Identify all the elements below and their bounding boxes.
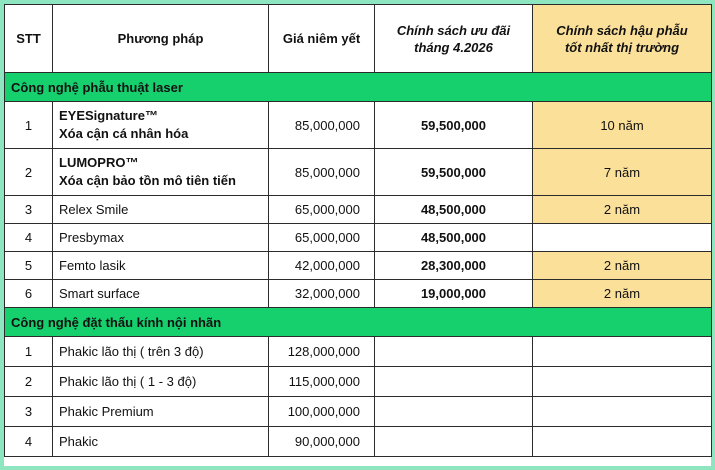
cell-promo-price: 48,500,000 <box>375 224 533 252</box>
section-header-lens <box>5 308 712 337</box>
header-row <box>5 5 712 73</box>
cell-warranty <box>533 367 712 397</box>
cell-stt: 4 <box>5 427 53 457</box>
cell-list-price: 85,000,000 <box>269 102 375 149</box>
cell-promo-price <box>375 337 533 367</box>
cell-warranty <box>533 427 712 457</box>
cell-list-price: 115,000,000 <box>269 367 375 397</box>
cell-stt: 3 <box>5 397 53 427</box>
method-name: EYESignature™ <box>59 108 158 123</box>
table-row <box>5 196 712 224</box>
cell-stt: 2 <box>5 149 53 196</box>
cell-method: Phakic lão thị ( 1 - 3 độ) <box>53 367 269 397</box>
cell-stt: 1 <box>5 337 53 367</box>
price-table-frame <box>4 4 711 466</box>
cell-promo-price: 48,500,000 <box>375 196 533 224</box>
cell-warranty: 7 năm <box>533 149 712 196</box>
cell-stt: 6 <box>5 280 53 308</box>
header-promo <box>375 5 533 73</box>
cell-stt: 2 <box>5 367 53 397</box>
header-stt: STT <box>5 5 53 73</box>
cell-promo-price <box>375 427 533 457</box>
cell-method <box>53 102 269 149</box>
header-warranty-line1: Chính sách hậu phẫu <box>556 22 688 38</box>
table-row <box>5 280 712 308</box>
cell-list-price: 65,000,000 <box>269 196 375 224</box>
cell-method: Femto lasik <box>53 252 269 280</box>
cell-warranty: 2 năm <box>533 252 712 280</box>
header-method: Phương pháp <box>53 5 269 73</box>
method-subtitle: Xóa cận bảo tồn mô tiên tiến <box>59 173 236 188</box>
cell-list-price: 32,000,000 <box>269 280 375 308</box>
cell-promo-price: 28,300,000 <box>375 252 533 280</box>
cell-warranty: 2 năm <box>533 280 712 308</box>
section-title: Công nghệ đặt thấu kính nội nhãn <box>5 308 712 337</box>
cell-list-price: 100,000,000 <box>269 397 375 427</box>
cell-stt: 4 <box>5 224 53 252</box>
table-row <box>5 102 712 149</box>
cell-warranty: 10 năm <box>533 102 712 149</box>
header-list-price: Giá niêm yết <box>269 5 375 73</box>
table-row <box>5 252 712 280</box>
cell-method <box>53 149 269 196</box>
table-row <box>5 337 712 367</box>
header-warranty <box>533 5 712 73</box>
cell-method: Smart surface <box>53 280 269 308</box>
cell-warranty: 2 năm <box>533 196 712 224</box>
cell-stt: 3 <box>5 196 53 224</box>
header-warranty-line2: tốt nhất thị trường <box>564 39 680 55</box>
price-table <box>4 4 712 457</box>
method-name: LUMOPRO™ <box>59 155 139 170</box>
header-promo-line1: Chính sách ưu đãi <box>396 22 511 38</box>
cell-method: Phakic <box>53 427 269 457</box>
cell-promo-price: 59,500,000 <box>375 102 533 149</box>
cell-list-price: 42,000,000 <box>269 252 375 280</box>
section-title: Công nghệ phẫu thuật laser <box>5 73 712 102</box>
cell-warranty <box>533 337 712 367</box>
table-row <box>5 427 712 457</box>
cell-method: Relex Smile <box>53 196 269 224</box>
cell-promo-price <box>375 397 533 427</box>
header-promo-line2: tháng 4.2026 <box>414 39 493 55</box>
cell-method: Phakic Premium <box>53 397 269 427</box>
table-row <box>5 149 712 196</box>
table-row <box>5 397 712 427</box>
table-row <box>5 367 712 397</box>
cell-list-price: 128,000,000 <box>269 337 375 367</box>
cell-method: Presbymax <box>53 224 269 252</box>
cell-promo-price: 59,500,000 <box>375 149 533 196</box>
cell-promo-price: 19,000,000 <box>375 280 533 308</box>
cell-method: Phakic lão thị ( trên 3 độ) <box>53 337 269 367</box>
cell-list-price: 90,000,000 <box>269 427 375 457</box>
cell-warranty <box>533 397 712 427</box>
cell-promo-price <box>375 367 533 397</box>
cell-warranty <box>533 224 712 252</box>
cell-stt: 1 <box>5 102 53 149</box>
cell-list-price: 65,000,000 <box>269 224 375 252</box>
cell-list-price: 85,000,000 <box>269 149 375 196</box>
table-row <box>5 224 712 252</box>
cell-stt: 5 <box>5 252 53 280</box>
section-header-laser <box>5 73 712 102</box>
method-subtitle: Xóa cận cá nhân hóa <box>59 126 189 141</box>
